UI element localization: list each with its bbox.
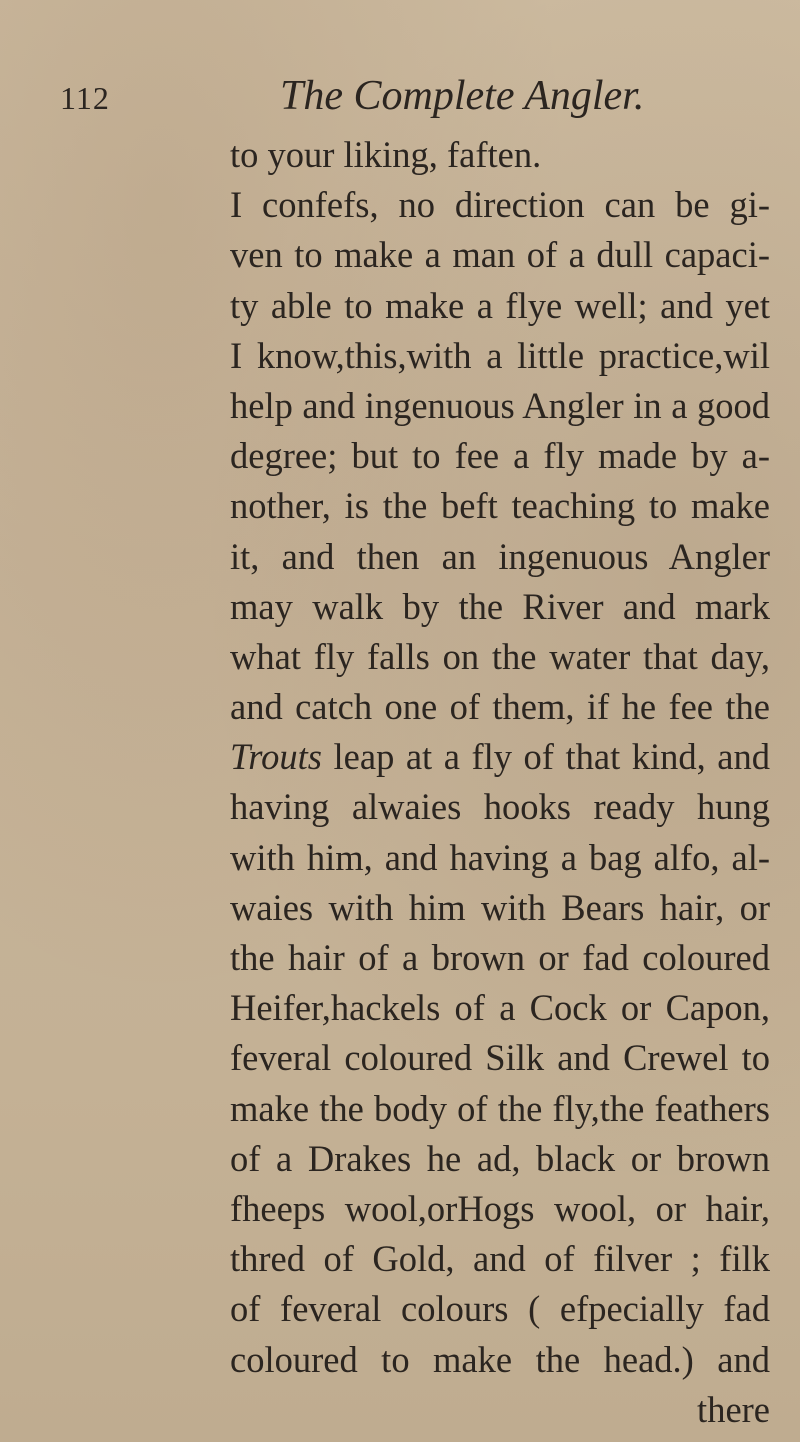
text-line: fheeps wool,orHogs wool, or hair,	[230, 1187, 770, 1229]
catchword: there	[697, 1388, 770, 1430]
text-line: I know,this,with a little practice,wil	[230, 334, 770, 376]
text-line: ty able to make a flye well; and yet	[230, 284, 770, 326]
text-line: Heifer,hackels of a Cock or Capon,	[230, 987, 770, 1029]
page-header	[60, 72, 760, 124]
text-line: ven to make a man of a dull capaci-	[230, 234, 770, 276]
text-line: the hair of a brown or fad coloured	[230, 937, 770, 978]
page-number: 112	[60, 80, 110, 116]
text-line: degree; but to fee a fly made by a-	[230, 435, 770, 477]
text-line: it, and then an ingenuous Angler	[230, 535, 770, 577]
text-line: what fly falls on the water that day,	[230, 635, 770, 677]
text-line: having alwaies hooks ready hung	[230, 786, 770, 828]
text-line: I confefs, no direction can be gi-	[230, 184, 770, 226]
text-line: to your liking, faften.	[230, 134, 542, 175]
text-line: coloured to make the head.) and	[230, 1338, 770, 1380]
text-line: of a Drakes he ad, black or brown	[230, 1137, 770, 1179]
text-line: of feveral colours ( efpecially fad	[230, 1288, 770, 1330]
text-line: help and ingenuous Angler in a good	[230, 384, 770, 426]
text-line: with him, and having a bag alfo, al-	[230, 836, 770, 878]
text-line: and catch one of them, if he fee the	[230, 686, 770, 728]
text-line: thred of Gold, and of filver ; filk	[230, 1238, 770, 1280]
text-line: make the body of the fly,the feathers	[230, 1087, 770, 1129]
text-line: nother, is the beft teaching to make	[230, 485, 770, 527]
italic-word: Trouts	[230, 736, 322, 778]
running-title: The Complete Angler.	[280, 73, 645, 119]
text-line-rest: leap at a fly of that kind, and	[333, 736, 771, 778]
text-line-with-italic	[230, 732, 770, 782]
body-text	[230, 130, 770, 1435]
text-line: feveral coloured Silk and Crewel to	[230, 1037, 770, 1079]
text-line: may walk by the River and mark	[230, 585, 770, 627]
text-line: waies with him with Bears hair, or	[230, 886, 770, 928]
